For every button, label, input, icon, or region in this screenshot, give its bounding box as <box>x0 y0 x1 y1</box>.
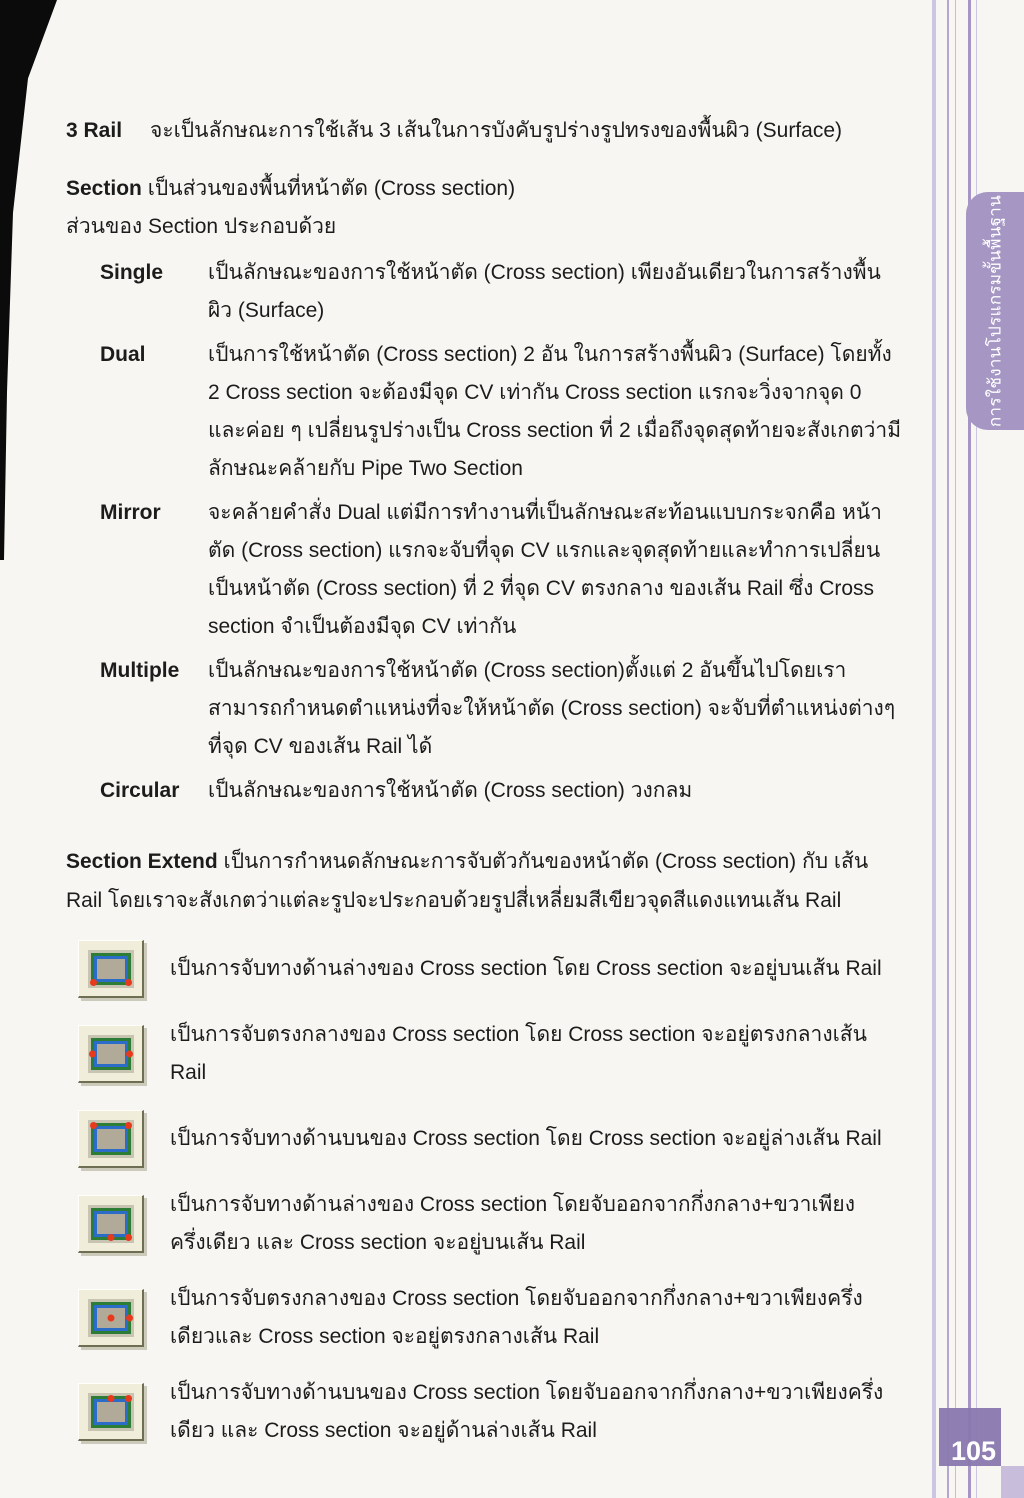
snap-middle-half-icon <box>78 1289 144 1347</box>
section-extend-rows <box>66 940 906 1450</box>
definition-text: จะคล้ายคำสั่ง Dual แต่มีการทำงานที่เป็นลักษณะสะท้อนแบบกระจกคือ หน้าตัด (Cross section) แรกจะจับที่จุด CV แรกและจุดสุดท้ายและทำการเปลี่ยนเป็นหน้าตัด (Cross section) ที่ 2 ที่จุด CV ตรงกลาง ของเส้น Rail ซึ่ง Cross section จำเป็นต้องมีจุด CV เท่ากัน <box>208 501 882 638</box>
rail-point-dot <box>125 1395 132 1402</box>
page-number: 105 <box>950 1436 996 1466</box>
snap-bottom-icon <box>78 940 144 998</box>
definition-row <box>66 494 906 646</box>
rail-point-dot <box>107 1314 114 1321</box>
section-term: Section <box>66 177 142 200</box>
page-number-badge <box>939 1408 1001 1466</box>
definition-list <box>66 254 906 810</box>
extend-row-text: เป็นการจับทางด้านล่างของ Cross section โดย Cross section จะอยู่บนเส้น Rail <box>170 957 882 980</box>
rail-point-dot <box>90 979 97 986</box>
definition-term: Dual <box>100 343 146 366</box>
rail-point-dot <box>125 979 132 986</box>
definition-text: เป็นลักษณะของการใช้หน้าตัด (Cross section)ตั้งแต่ 2 อันขึ้นไปโดยเราสามารถกำหนดตำแหน่งที่จะให้หน้าตัด (Cross section) จะจับที่ตำแหน่งต่างๆที่จุด CV ของเส้น Rail ได้ <box>208 659 896 758</box>
margin-rule-line <box>947 0 949 1498</box>
extend-row <box>66 1110 906 1168</box>
chapter-side-tab-label: การใช้งานโปรแกรมขั้นพื้นฐาน <box>985 194 1005 428</box>
definition-term: Circular <box>100 779 180 802</box>
section-subtitle: ส่วนของ Section ประกอบด้วย <box>66 215 337 238</box>
rail-point-dot <box>89 1050 96 1057</box>
definition-term: Single <box>100 261 164 284</box>
rail-point-dot <box>107 1395 114 1402</box>
definition-row <box>66 254 906 330</box>
extend-row-text: เป็นการจับตรงกลางของ Cross section โดย Cross section จะอยู่ตรงกลางเส้น Rail <box>170 1023 867 1084</box>
extend-row <box>66 1186 906 1262</box>
section-extend-term: Section Extend <box>66 850 218 873</box>
extend-row <box>66 1280 906 1356</box>
rail3-term: 3 Rail <box>66 119 123 142</box>
definition-row <box>66 652 906 766</box>
scan-shadow-corner <box>0 0 60 560</box>
rail3-text: จะเป็นลักษณะการใช้เส้น 3 เส้นในการบังคับรูปร่างรูปทรงของพื้นผิว (Surface) <box>150 119 842 142</box>
extend-row-text: เป็นการจับทางด้านล่างของ Cross section โดยจับออกจากกึ่งกลาง+ขวาเพียงครึ่งเดียว และ Cross section จะอยู่บนเส้น Rail <box>170 1193 855 1254</box>
extend-row-text: เป็นการจับทางด้านบนของ Cross section โดย Cross section จะอยู่ล่างเส้น Rail <box>170 1127 882 1150</box>
definition-row <box>66 772 906 810</box>
snap-top-half-icon <box>78 1383 144 1441</box>
corner-accent-block <box>1001 1466 1024 1498</box>
definition-text: เป็นการใช้หน้าตัด (Cross section) 2 อัน ในการสร้างพื้นผิว (Surface) โดยทั้ง 2 Cross section จะต้องมีจุด CV เท่ากัน Cross section แรกจะวิ่งจากจุด 0 และค่อย ๆ เปลี่ยนรูปร่างเป็น Cross section ที่ 2 เมื่อถึงจุดสุดท้ายจะสังเกตว่ามีลักษณะคล้ายกับ Pipe Two Section <box>208 343 902 480</box>
chapter-side-tab <box>966 192 1024 430</box>
extend-row <box>66 1374 906 1450</box>
extend-row-text: เป็นการจับตรงกลางของ Cross section โดยจับออกจากกึ่งกลาง+ขวาเพียงครึ่งเดียวและ Cross section จะอยู่ตรงกลางเส้น Rail <box>170 1287 863 1348</box>
rail-point-dot <box>126 1050 133 1057</box>
extend-row-text: เป็นการจับทางด้านบนของ Cross section โดยจับออกจากกึ่งกลาง+ขวาเพียงครึ่งเดียว และ Cross section จะอยู่ด้านล่างเส้น Rail <box>170 1381 884 1442</box>
rail-point-dot <box>107 1234 114 1241</box>
snap-top-icon <box>78 1110 144 1168</box>
definition-term: Mirror <box>100 501 161 524</box>
definition-row <box>66 336 906 488</box>
definition-text: เป็นลักษณะของการใช้หน้าตัด (Cross section) วงกลม <box>208 779 693 802</box>
rail-point-dot <box>90 1122 97 1129</box>
margin-rule-line <box>932 0 936 1498</box>
rail3-paragraph <box>66 112 906 150</box>
rail-point-dot <box>125 1122 132 1129</box>
section-extend-text: เป็นการกำหนดลักษณะการจับตัวกันของหน้าตัด (Cross section) กับ เส้น Rail โดยเราจะสังเกตว่าแต่ละรูปจะประกอบด้วยรูปสี่เหลี่ยมสีเขียวจุดสีแดงแทนเส้น Rail <box>66 850 869 912</box>
rail-point-dot <box>126 1314 133 1321</box>
extend-row <box>66 1016 906 1092</box>
definition-term: Multiple <box>100 659 180 682</box>
rail-point-dot <box>125 1234 132 1241</box>
section-extend-paragraph <box>66 842 896 920</box>
margin-rule-line <box>955 0 956 1498</box>
section-paragraph <box>66 170 906 208</box>
extend-row <box>66 940 906 998</box>
snap-middle-icon <box>78 1025 144 1083</box>
snap-bottom-half-icon <box>78 1195 144 1253</box>
section-text: เป็นส่วนของพื้นที่หน้าตัด (Cross section) <box>147 177 516 200</box>
definition-text: เป็นลักษณะของการใช้หน้าตัด (Cross section) เพียงอันเดียวในการสร้างพื้นผิว (Surface) <box>208 261 881 322</box>
page-content <box>66 112 906 1468</box>
